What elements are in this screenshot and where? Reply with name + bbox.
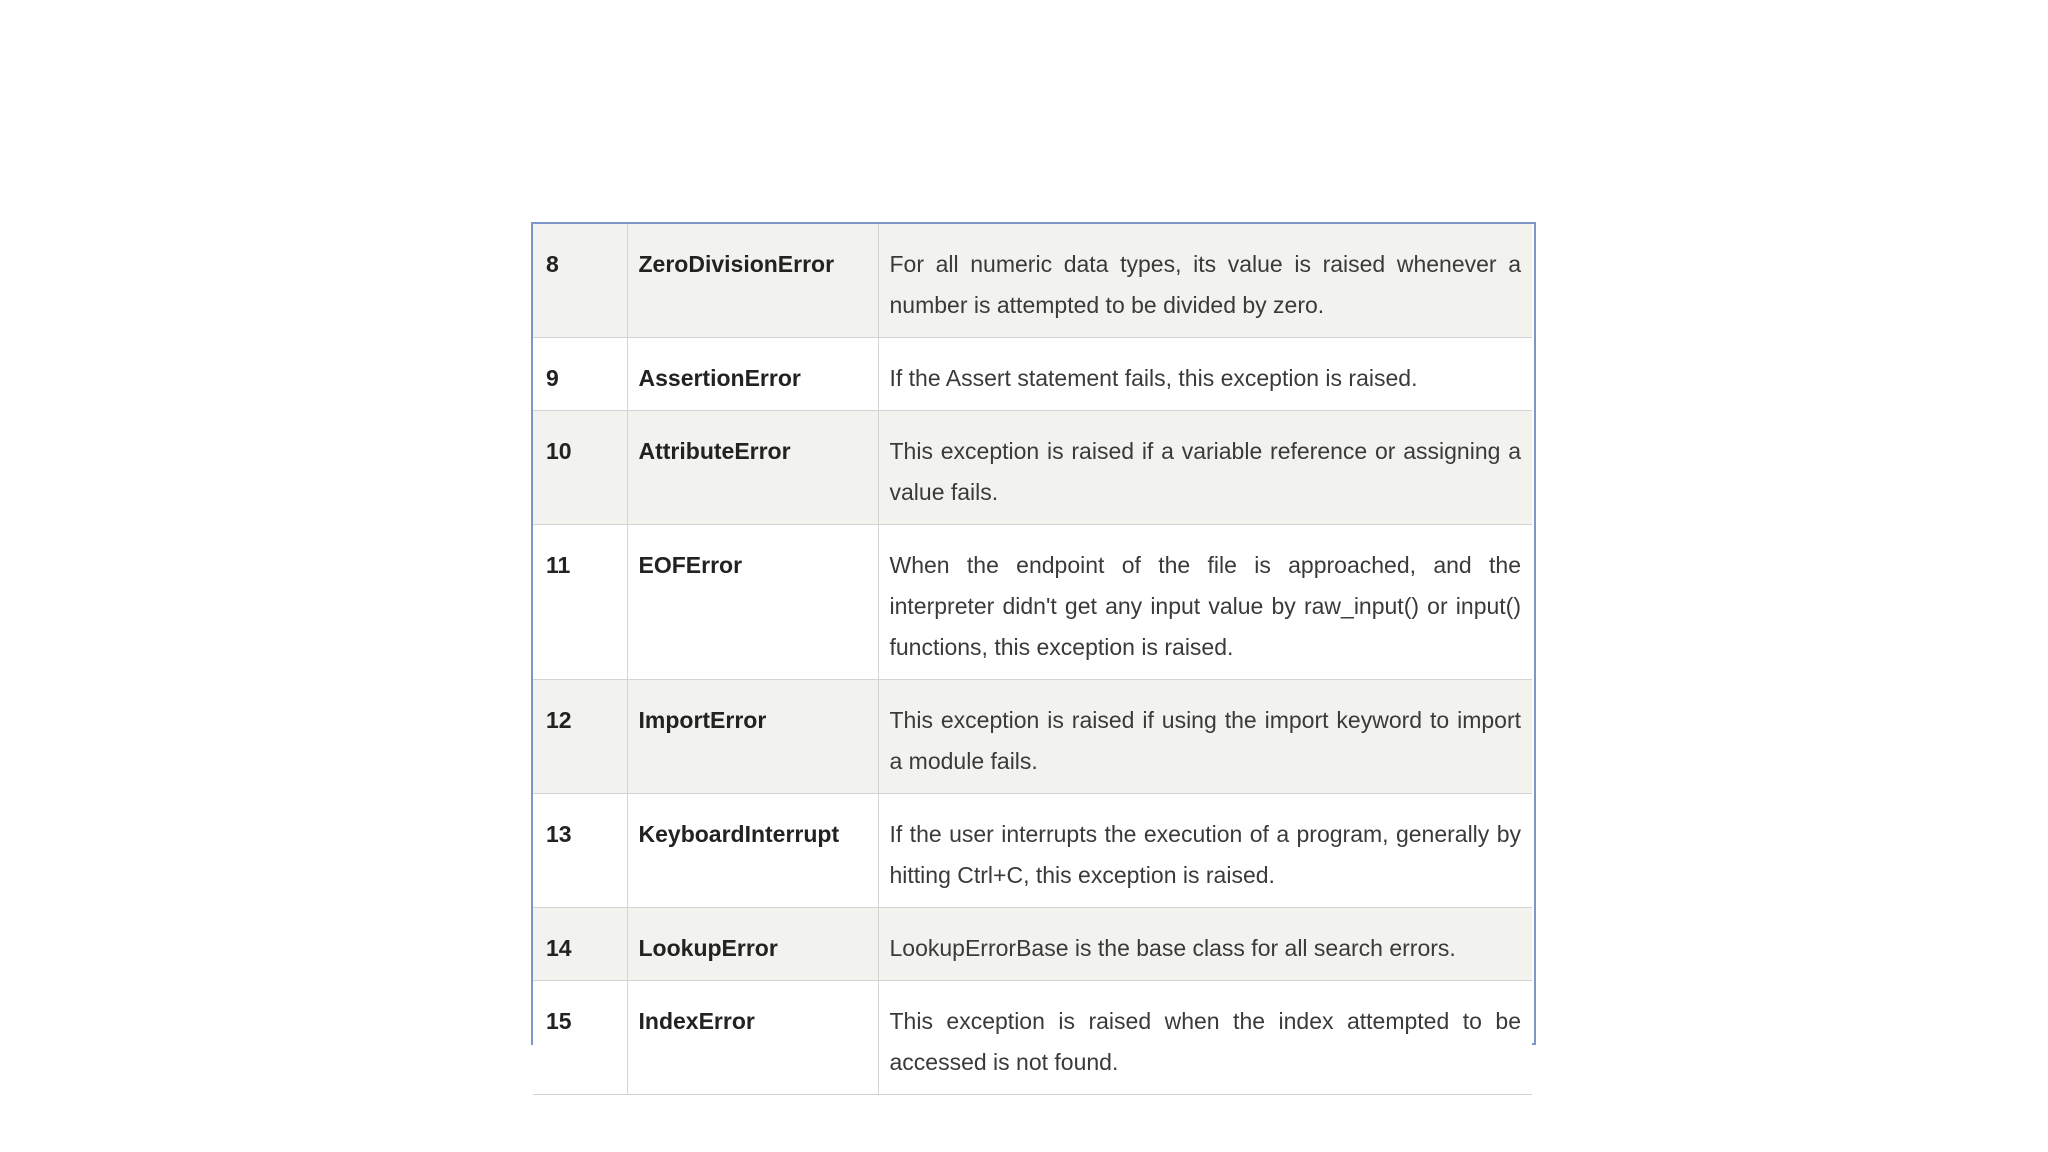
table-row: [533, 411, 1532, 525]
row-number: 15: [533, 981, 627, 1095]
exception-name: ImportError: [627, 680, 878, 794]
table-row: [533, 680, 1532, 794]
table-row: [533, 525, 1532, 680]
exception-description: This exception is raised if using the import keyword to import a module fails.: [878, 680, 1532, 794]
exception-name: EOFError: [627, 525, 878, 680]
table-row: [533, 794, 1532, 908]
row-number: 8: [533, 224, 627, 338]
row-number: 9: [533, 338, 627, 411]
exception-name: LookupError: [627, 908, 878, 981]
exception-name: AssertionError: [627, 338, 878, 411]
exception-description: When the endpoint of the file is approached, and the interpreter didn't get any input value by raw_input() or input() functions, this exception is raised.: [878, 525, 1532, 680]
exception-name: KeyboardInterrupt: [627, 794, 878, 908]
row-number: 13: [533, 794, 627, 908]
exceptions-table: [533, 224, 1532, 1095]
exceptions-table-frame: [531, 222, 1536, 1075]
table-row: [533, 338, 1532, 411]
exception-description: This exception is raised when the index attempted to be accessed is not found.: [878, 981, 1532, 1095]
exception-description: If the user interrupts the execution of a program, generally by hitting Ctrl+C, this exception is raised.: [878, 794, 1532, 908]
exception-name: AttributeError: [627, 411, 878, 525]
row-number: 10: [533, 411, 627, 525]
exception-description: This exception is raised if a variable reference or assigning a value fails.: [878, 411, 1532, 525]
table-row: [533, 908, 1532, 981]
table-row: [533, 224, 1532, 338]
exception-description: For all numeric data types, its value is raised whenever a number is attempted to be divided by zero.: [878, 224, 1532, 338]
row-number: 11: [533, 525, 627, 680]
exception-name: ZeroDivisionError: [627, 224, 878, 338]
exception-name: IndexError: [627, 981, 878, 1095]
row-number: 12: [533, 680, 627, 794]
exception-description: LookupErrorBase is the base class for all search errors.: [878, 908, 1532, 981]
row-number: 14: [533, 908, 627, 981]
exception-description: If the Assert statement fails, this exception is raised.: [878, 338, 1532, 411]
table-row: [533, 981, 1532, 1095]
